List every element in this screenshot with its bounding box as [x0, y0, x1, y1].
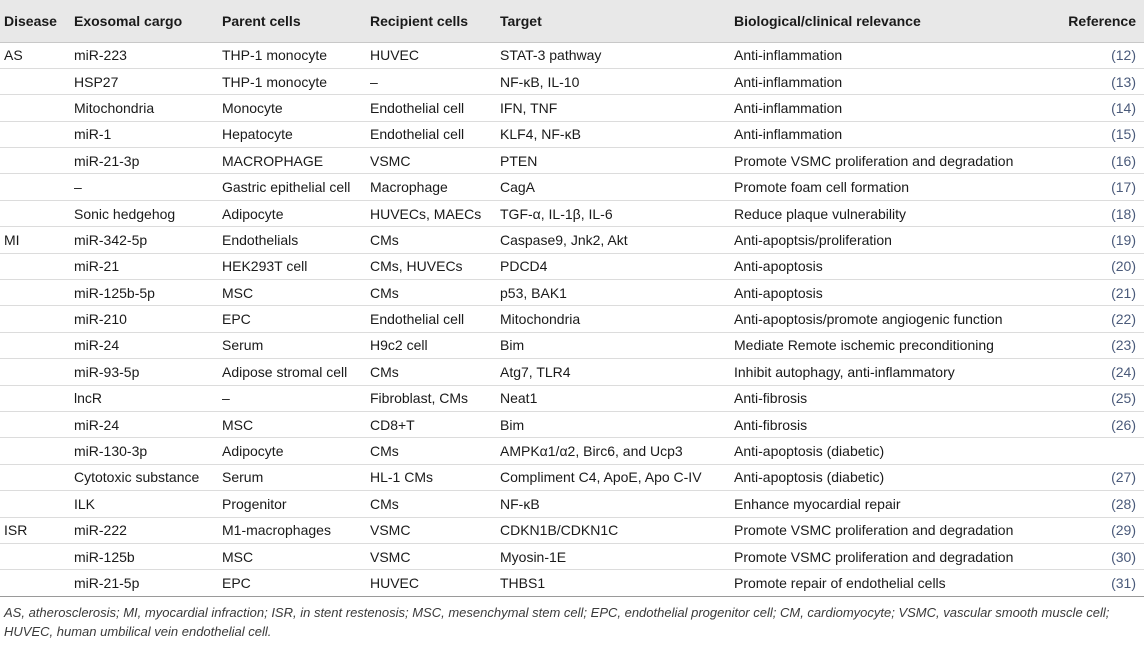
cell-cargo: miR-21-3p — [74, 152, 140, 169]
cell-target: NF-κB, IL-10 — [500, 73, 580, 90]
cell-recipient-cells: CMs, HUVECs — [370, 258, 463, 275]
cell-disease — [0, 95, 74, 121]
cell-cargo: miR-93-5p — [74, 363, 140, 380]
cell-parent-cells: Endothelials — [222, 231, 299, 248]
cell-recipient-cells: VSMC — [370, 548, 411, 565]
cell-relevance: Enhance myocardial repair — [734, 495, 901, 512]
table-row — [0, 227, 1144, 253]
cell-disease — [0, 332, 74, 358]
cell-relevance: Promote repair of endothelial cells — [734, 575, 946, 591]
cell-cargo: miR-125b — [74, 548, 135, 565]
header-parent-cells: Parent cells — [222, 0, 370, 42]
cell-reference: (25) — [1111, 390, 1136, 407]
cell-target: p53, BAK1 — [500, 284, 567, 301]
cell-disease — [0, 411, 74, 437]
table-row — [0, 438, 1144, 464]
cell-reference — [1062, 438, 1144, 464]
cell-parent-cells: MSC — [222, 548, 254, 565]
cell-target: CagA — [500, 179, 536, 196]
cell-disease — [0, 464, 74, 490]
header-row — [0, 0, 1144, 42]
cell-relevance: Anti-fibrosis — [734, 416, 808, 433]
cell-relevance: Promote foam cell formation — [734, 179, 910, 196]
cell-disease — [0, 148, 74, 174]
cell-reference: (26) — [1111, 416, 1136, 433]
cell-cargo: miR-24 — [74, 337, 120, 354]
cell-target: Bim — [500, 416, 525, 433]
cell-target: TGF-α, IL-1β, IL-6 — [500, 205, 613, 222]
cell-reference: (12) — [1111, 47, 1136, 64]
header-reference: Reference — [1062, 0, 1144, 42]
cell-parent-cells: MACROPHAGE — [222, 152, 324, 169]
cell-parent-cells: Gastric epithelial cell — [222, 179, 351, 196]
cell-relevance: Anti-apoptosis (diabetic) — [734, 469, 885, 486]
cell-disease — [0, 68, 74, 94]
table-body — [0, 42, 1144, 596]
cell-relevance: Promote VSMC proliferation and degradation — [734, 548, 1014, 565]
table-footnote: AS, atherosclerosis; MI, myocardial infraction; ISR, in stent restenosis; MSC, mesenchymal stem cell; EPC, endothelial progenitor cell; CM, cardiomyocyte; VSMC, vascular smooth muscle cell; HUVEC, human umbilical vein endothelial cell. — [4, 604, 1110, 639]
table-row — [0, 306, 1144, 332]
table-row — [0, 464, 1144, 490]
cell-disease — [0, 359, 74, 385]
cell-reference: (16) — [1111, 152, 1136, 169]
cell-target: THBS1 — [500, 575, 546, 591]
cell-parent-cells: Serum — [222, 469, 264, 486]
cell-target: NF-κB — [500, 495, 540, 512]
header-cargo: Exosomal cargo — [74, 0, 222, 42]
cell-reference: (19) — [1111, 231, 1136, 248]
table-row — [0, 359, 1144, 385]
cell-recipient-cells: – — [370, 73, 378, 90]
cell-cargo: miR-1 — [74, 126, 112, 143]
cell-parent-cells: Monocyte — [222, 99, 283, 116]
cell-parent-cells: MSC — [222, 284, 254, 301]
cell-relevance: Anti-inflammation — [734, 73, 843, 90]
cell-cargo: miR-342-5p — [74, 231, 148, 248]
cell-recipient-cells: Endothelial cell — [370, 126, 465, 143]
table-row — [0, 148, 1144, 174]
cell-recipient-cells: VSMC — [370, 522, 411, 539]
cell-target: Compliment C4, ApoE, Apo C-IV — [500, 469, 702, 486]
table-row — [0, 68, 1144, 94]
cell-parent-cells: Hepatocyte — [222, 126, 293, 143]
cell-target: PDCD4 — [500, 258, 548, 275]
cell-relevance: Anti-apoptosis — [734, 258, 823, 275]
cell-parent-cells: Adipocyte — [222, 443, 284, 460]
cell-target: AMPKα1/α2, Birc6, and Ucp3 — [500, 443, 683, 460]
cell-disease — [0, 570, 74, 596]
table-row — [0, 253, 1144, 279]
cell-disease: ISR — [4, 522, 28, 539]
cell-reference: (24) — [1111, 363, 1136, 380]
cell-recipient-cells: CMs — [370, 231, 399, 248]
cell-recipient-cells: CMs — [370, 363, 399, 380]
cell-disease — [0, 438, 74, 464]
cell-recipient-cells: Fibroblast, CMs — [370, 390, 469, 407]
table-row — [0, 332, 1144, 358]
header-relevance: Biological/clinical relevance — [734, 0, 1062, 42]
table-row — [0, 42, 1144, 68]
cell-cargo: miR-21 — [74, 258, 120, 275]
cell-cargo: miR-210 — [74, 311, 127, 328]
cell-cargo: miR-130-3p — [74, 443, 148, 460]
cell-target: STAT-3 pathway — [500, 47, 602, 64]
cell-relevance: Promote VSMC proliferation and degradation — [734, 152, 1014, 169]
cell-relevance: Inhibit autophagy, anti-inflammatory — [734, 363, 955, 380]
cell-parent-cells: M1-macrophages — [222, 522, 331, 539]
cell-reference: (28) — [1111, 495, 1136, 512]
cell-disease — [0, 121, 74, 147]
cell-recipient-cells: HUVECs, MAECs — [370, 205, 482, 222]
cell-cargo: HSP27 — [74, 73, 119, 90]
cell-relevance: Anti-apoptosis/promote angiogenic function — [734, 311, 1003, 328]
cell-reference: (18) — [1111, 205, 1136, 222]
cell-recipient-cells: Endothelial cell — [370, 99, 465, 116]
cell-target: Myosin-1E — [500, 548, 567, 565]
table-row — [0, 411, 1144, 437]
cell-cargo: – — [74, 179, 82, 196]
cell-relevance: Anti-inflammation — [734, 126, 843, 143]
cell-reference: (27) — [1111, 469, 1136, 486]
table-row — [0, 570, 1144, 596]
cell-target: Bim — [500, 337, 525, 354]
cell-recipient-cells: VSMC — [370, 152, 411, 169]
cell-disease — [0, 253, 74, 279]
cell-parent-cells: MSC — [222, 416, 254, 433]
cell-relevance: Anti-inflammation — [734, 47, 843, 64]
cell-target: PTEN — [500, 152, 538, 169]
table-row — [0, 95, 1144, 121]
table-row — [0, 121, 1144, 147]
cell-cargo: ILK — [74, 495, 96, 512]
cell-disease — [0, 306, 74, 332]
table-header — [0, 0, 1144, 42]
cell-parent-cells: Adipocyte — [222, 205, 284, 222]
cell-parent-cells: EPC — [222, 311, 251, 328]
cell-target: CDKN1B/CDKN1C — [500, 522, 619, 539]
cell-parent-cells: Serum — [222, 337, 264, 354]
cell-relevance: Mediate Remote ischemic preconditioning — [734, 337, 994, 354]
cell-relevance: Anti-apoptosis — [734, 284, 823, 301]
cell-disease: AS — [4, 47, 23, 64]
cell-relevance: Anti-apoptsis/proliferation — [734, 231, 892, 248]
cell-cargo: miR-21-5p — [74, 575, 140, 591]
cell-cargo: Sonic hedgehog — [74, 205, 176, 222]
cell-recipient-cells: Macrophage — [370, 179, 448, 196]
cell-recipient-cells: HUVEC — [370, 47, 420, 64]
cell-reference: (23) — [1111, 337, 1136, 354]
cell-parent-cells: Progenitor — [222, 495, 287, 512]
cell-recipient-cells: CD8+T — [370, 416, 415, 433]
header-recipient-cells: Recipient cells — [370, 0, 500, 42]
cell-target: Mitochondria — [500, 311, 581, 328]
cell-reference: (29) — [1111, 522, 1136, 539]
cell-reference: (17) — [1111, 179, 1136, 196]
cell-recipient-cells: CMs — [370, 495, 399, 512]
cell-recipient-cells: HL-1 CMs — [370, 469, 434, 486]
cell-reference: (20) — [1111, 258, 1136, 275]
cell-parent-cells: Adipose stromal cell — [222, 363, 348, 380]
cell-cargo: miR-24 — [74, 416, 120, 433]
cell-disease — [0, 385, 74, 411]
cell-recipient-cells: H9c2 cell — [370, 337, 428, 354]
cell-recipient-cells: CMs — [370, 443, 399, 460]
cell-parent-cells: – — [222, 390, 230, 407]
table-row — [0, 517, 1144, 543]
cell-disease — [0, 174, 74, 200]
cell-disease: MI — [4, 231, 20, 248]
cell-cargo: miR-222 — [74, 522, 127, 539]
cell-parent-cells: THP-1 monocyte — [222, 73, 328, 90]
cell-relevance: Reduce plaque vulnerability — [734, 205, 906, 222]
header-disease: Disease — [0, 0, 74, 42]
cell-reference: (21) — [1111, 284, 1136, 301]
table-row — [0, 174, 1144, 200]
cell-target: Neat1 — [500, 390, 538, 407]
cell-recipient-cells: Endothelial cell — [370, 311, 465, 328]
cell-relevance: Anti-fibrosis — [734, 390, 808, 407]
table-row — [0, 491, 1144, 517]
cell-cargo: Mitochondria — [74, 99, 155, 116]
cell-recipient-cells: HUVEC — [370, 575, 420, 591]
cell-target: IFN, TNF — [500, 99, 558, 116]
cell-reference: (22) — [1111, 311, 1136, 328]
table-row — [0, 280, 1144, 306]
cell-reference: (14) — [1111, 99, 1136, 116]
cell-parent-cells: THP-1 monocyte — [222, 47, 328, 64]
cell-parent-cells: HEK293T cell — [222, 258, 308, 275]
cell-relevance: Anti-apoptosis (diabetic) — [734, 443, 885, 460]
cell-disease — [0, 280, 74, 306]
table-row — [0, 200, 1144, 226]
cell-cargo: miR-223 — [74, 47, 127, 64]
cell-reference: (15) — [1111, 126, 1136, 143]
table-row — [0, 543, 1144, 569]
cell-target: Caspase9, Jnk2, Akt — [500, 231, 628, 248]
cell-cargo: lncR — [74, 390, 103, 407]
cell-disease — [0, 200, 74, 226]
cell-disease — [0, 491, 74, 517]
table-row — [0, 385, 1144, 411]
cell-relevance: Promote VSMC proliferation and degradation — [734, 522, 1014, 539]
cell-disease — [0, 543, 74, 569]
cell-cargo: miR-125b-5p — [74, 284, 155, 301]
cell-recipient-cells: CMs — [370, 284, 399, 301]
cell-relevance: Anti-inflammation — [734, 99, 843, 116]
cell-reference: (30) — [1111, 548, 1136, 565]
cell-target: KLF4, NF-κB — [500, 126, 581, 143]
cell-target: Atg7, TLR4 — [500, 363, 571, 380]
cell-parent-cells: EPC — [222, 575, 251, 591]
cell-reference: (31) — [1111, 575, 1136, 591]
cell-cargo: Cytotoxic substance — [74, 469, 200, 486]
header-target: Target — [500, 0, 734, 42]
cell-reference: (13) — [1111, 73, 1136, 90]
